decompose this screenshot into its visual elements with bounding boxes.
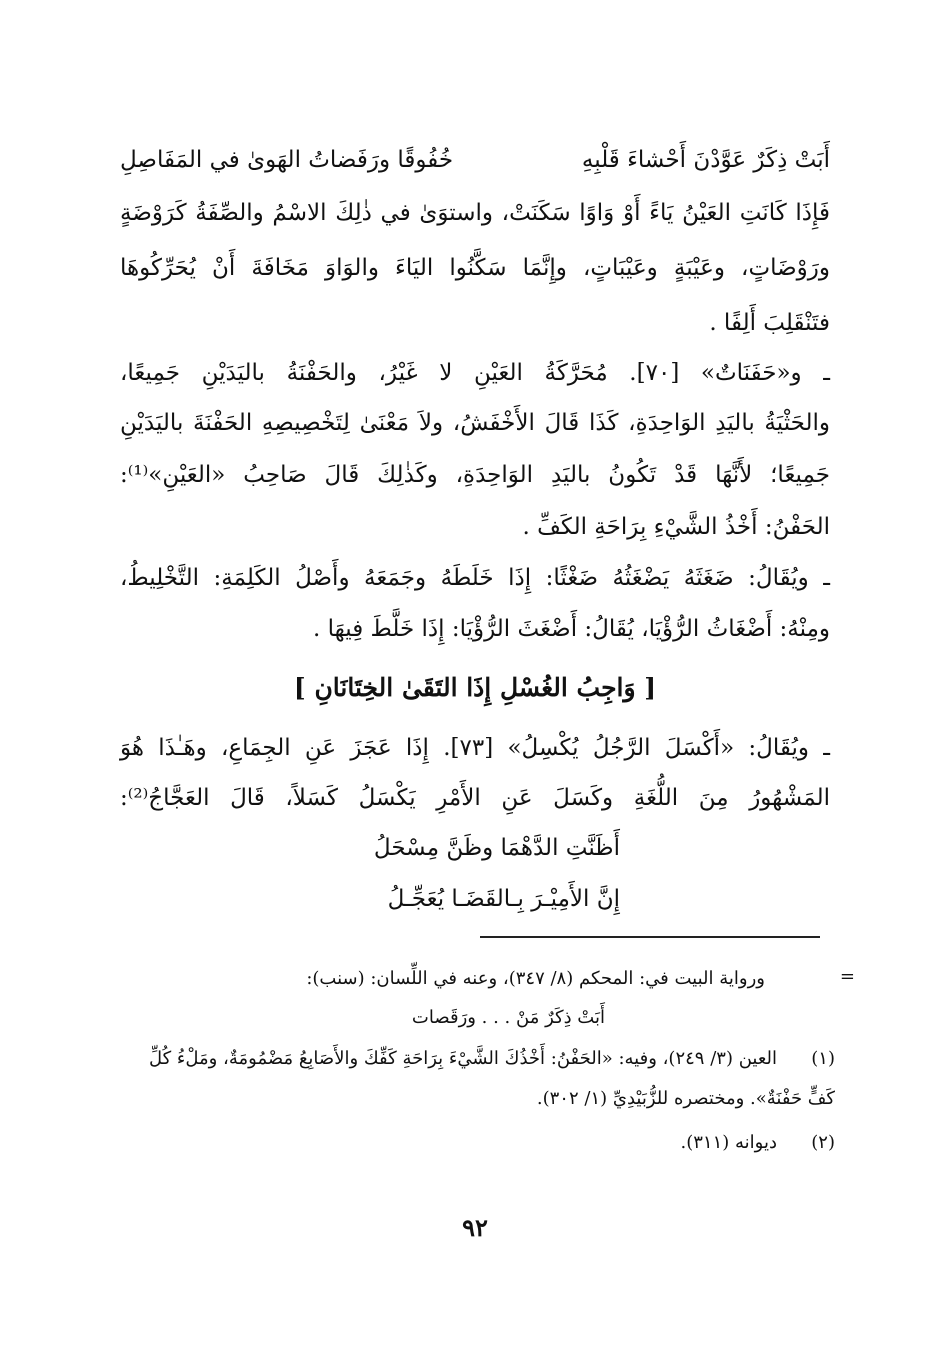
body-line: ـ ويُقَالُ: ضَغَثَهُ يَضْغَثُهُ ضَغْثًا: إِذَا خَلَطَهُ وجَمَعَهُ وأَصْلُ الكَلِمَةِ: التَّخْلِيطُ، (120, 565, 830, 591)
footnote-continuation: ورواية البيت في: المحكم (٨/ ٣٤٧)، وعنه في اللِّسان: (سنب): (306, 968, 765, 989)
footnote-number: (١) (811, 1048, 835, 1069)
body-line: المَشْهُورُ مِنَ اللُّغَةِ وكَسَلَ عَنِ الأَمْرِ يَكْسَلُ كَسَلاً، قَالَ العَجَّاجُ⁽²⁾: (120, 785, 830, 811)
verse-line: أَظَنَّتِ الدَّهْمَا وظَنَّ مِسْحَلُ (373, 835, 620, 861)
section-heading: [ وَاجِبُ الغُسْلِ إِذَا التَقَىٰ الخِتَانَانِ ] (293, 673, 657, 702)
verse-line: إِنَّ الأَمِيْـرَ بِـالقَضَـا يُعَجِّـلُ (387, 886, 620, 912)
footnote-1-continuation: كَفٍّ حَفْنَةٌ». ومختصره للزُّبَيْدِيِّ (١/ ٣٠٢). (536, 1088, 835, 1109)
page-number: ٩٢ (462, 1213, 488, 1242)
footnote-rule (480, 936, 820, 938)
footnote-text: ديوانه (٣١١). (680, 1132, 777, 1153)
body-line: فَإِذَا كَانَتِ العَيْنُ يَاءً أَوْ وَاوًا سَكَنَتْ، واستوَىٰ في ذٰلِكَ الاسْمُ والصِّفَةُ كَرَوْضَةٍ (120, 200, 830, 226)
body-line: ـ و«حَفَنَاتٌ» [٧٠]. مُحَرَّكَةُ العَيْنِ لا غَيْرُ، والحَفْنَةُ باليَدَيْنِ جَمِيعًا، (120, 360, 830, 386)
body-line: ـ ويُقَالُ: «أَكْسَلَ الرَّجُلُ يُكْسِلُ» [٧٣]. إِذَا عَجَزَ عَنِ الجِمَاعِ، وهَـٰذَا هُوَ (120, 735, 831, 761)
body-line: ومِنْهُ: أَضْغَاثُ الرُّؤْيَا، يُقَالُ: أَضْغَثَ الرُّؤْيَا: إِذَا خَلَّطَ فِيهَا . (313, 616, 830, 642)
footnote-2 (115, 1130, 835, 1156)
body-line: والحَثْيَةُ باليَدِ الوَاحِدَةِ، كَذَا قَالَ الأَخْفَشُ، ولاَ مَعْنَىٰ لِتَخْصِيصِهِ الحَفْنَةَ باليَدَيْنِ (120, 410, 830, 436)
footnote-number: (٢) (811, 1132, 835, 1153)
footnote-1 (115, 1046, 835, 1072)
footnote-text: العين (٣/ ٢٤٩)، وفيه: «الحَفْنُ: أَخْذُكَ الشَّيْءَ بِرَاحَةِ كَفِّكَ والأَصَابِعُ مَضْمُومَةٌ، ومَلْءُ كُلِّ (148, 1048, 777, 1069)
footnote-continuation-verse: أَبَتْ ذِكَرٌ مَنْ . . . ورَقَصات (411, 1007, 605, 1028)
body-line: الحَفْنُ: أَخْذُ الشَّيْءِ بِرَاحَةِ الكَفِّ . (522, 514, 830, 540)
body-line: ورَوْضَاتٍ، وعَيْبَةٍ وعَيْبَاتٍ، وإِنَّمَا سَكَّنُوا اليَاءَ والوَاوَ مَخَافَةَ أَنْ يُحَرِّكُوهَا (120, 255, 830, 281)
verse-hemistich-right: أَبَتْ ذِكَرٌ عَوَّدْنَ أَحْشاءَ قَلْبِهِ (581, 147, 830, 173)
verse-hemistich-left: خُفُوقًا ورَفَضاتُ الهَوىٰ في المَفَاصِلِ (120, 147, 454, 173)
body-line: فتَنْقَلِبَ أَلِفًا . (709, 310, 830, 336)
body-line: جَمِيعًا؛ لأَنَّهَا قَدْ تَكُونُ باليَدِ الوَاحِدَةِ، وكَذٰلِكَ قَالَ صَاحِبُ «العَيْنِ»⁽¹⁾: (120, 462, 830, 488)
continuation-mark: = (839, 966, 855, 987)
